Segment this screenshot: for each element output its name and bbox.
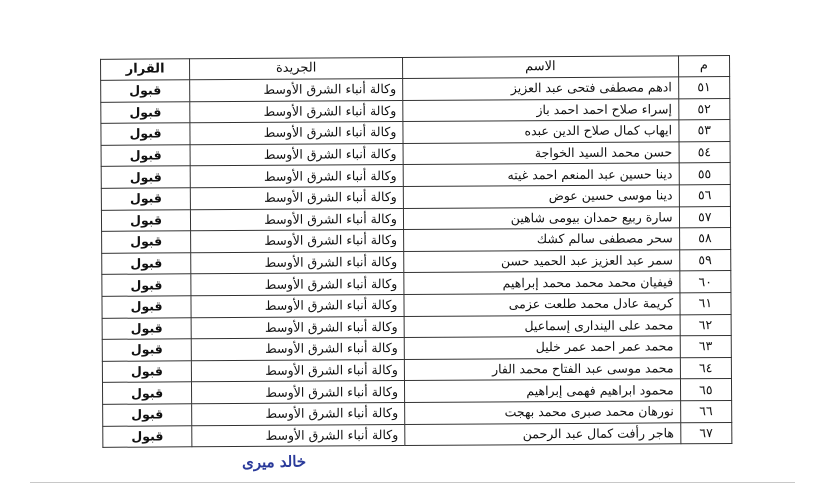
row-number: ٥٦ <box>679 184 730 206</box>
row-name: نورهان محمد صبرى محمد بهجت <box>405 401 681 424</box>
row-newspaper: وكالة أنباء الشرق الأوسط <box>191 338 404 361</box>
row-name: محمود ابراهيم فهمى إبراهيم <box>404 379 680 402</box>
row-name: هاجر رأفت كمال عبد الرحمن <box>405 422 681 445</box>
row-number: ٦٧ <box>680 422 731 444</box>
row-decision: قبول <box>101 80 190 102</box>
row-name: دينا حسين عبد المنعم احمد غيته <box>403 163 679 186</box>
row-newspaper: وكالة أنباء الشرق الأوسط <box>191 208 404 231</box>
membership-table <box>100 55 732 448</box>
row-number: ٦٤ <box>680 357 731 379</box>
row-number: ٦٦ <box>680 400 731 422</box>
row-decision: قبول <box>101 188 190 210</box>
row-decision: قبول <box>102 317 191 339</box>
row-decision: قبول <box>102 296 191 318</box>
row-number: ٥٣ <box>679 120 730 142</box>
row-newspaper: وكالة أنباء الشرق الأوسط <box>190 186 403 209</box>
row-number: ٦٠ <box>679 271 730 293</box>
row-number: ٥٢ <box>678 98 729 120</box>
row-number: ٥٧ <box>679 206 730 228</box>
signature: خالد ميرى <box>241 452 307 472</box>
row-decision: قبول <box>101 101 190 123</box>
row-decision: قبول <box>101 166 190 188</box>
row-decision: قبول <box>102 339 191 361</box>
row-newspaper: وكالة أنباء الشرق الأوسط <box>190 122 403 145</box>
row-newspaper: وكالة أنباء الشرق الأوسط <box>191 230 404 253</box>
row-decision: قبول <box>103 425 192 447</box>
row-name: محمد موسى عبد الفتاح محمد الفار <box>404 358 680 381</box>
row-name: محمد على اليندارى إسماعيل <box>404 314 680 337</box>
row-newspaper: وكالة أنباء الشرق الأوسط <box>192 424 405 447</box>
row-number: ٥٩ <box>679 249 730 271</box>
row-newspaper: وكالة أنباء الشرق الأوسط <box>190 165 403 188</box>
row-newspaper: وكالة أنباء الشرق الأوسط <box>190 143 403 166</box>
row-name: سارة ربيع حمدان بيومى شاهين <box>403 206 679 229</box>
row-decision: قبول <box>101 145 190 167</box>
row-decision: قبول <box>102 382 191 404</box>
row-number: ٦١ <box>680 292 731 314</box>
row-name: ايهاب كمال صلاح الدين عبده <box>403 120 679 143</box>
table-body <box>101 77 732 448</box>
header-newspaper: الجريدة <box>190 58 403 80</box>
row-decision: قبول <box>102 361 191 383</box>
row-number: ٦٥ <box>680 379 731 401</box>
row-newspaper: وكالة أنباء الشرق الأوسط <box>192 381 405 404</box>
header-name: الاسم <box>402 56 678 79</box>
row-decision: قبول <box>102 253 191 275</box>
row-number: ٥٨ <box>679 228 730 250</box>
header-decision: القرار <box>101 59 190 81</box>
row-name: إسراء صلاح احمد احمد باز <box>403 98 679 121</box>
row-newspaper: وكالة أنباء الشرق الأوسط <box>191 316 404 339</box>
row-decision: قبول <box>102 231 191 253</box>
row-name: حسن محمد السيد الخواجة <box>403 142 679 165</box>
row-newspaper: وكالة أنباء الشرق الأوسط <box>191 273 404 296</box>
membership-table-container <box>100 55 730 444</box>
row-name: كريمة عادل محمد طلعت عزمى <box>404 293 680 316</box>
row-name: فيفيان محمد محمد محمد إبراهيم <box>404 271 680 294</box>
row-number: ٥١ <box>678 77 729 99</box>
row-newspaper: وكالة أنباء الشرق الأوسط <box>190 79 403 102</box>
row-newspaper: وكالة أنباء الشرق الأوسط <box>192 402 405 425</box>
row-number: ٥٥ <box>679 163 730 185</box>
row-newspaper: وكالة أنباء الشرق الأوسط <box>191 294 404 317</box>
row-decision: قبول <box>102 274 191 296</box>
row-name: ادهم مصطفى فتحى عبد العزيز <box>403 77 679 100</box>
row-decision: قبول <box>103 404 192 426</box>
row-name: دينا موسى حسين عوض <box>403 185 679 208</box>
row-number: ٦٣ <box>680 336 731 358</box>
bottom-divider <box>30 482 795 483</box>
row-newspaper: وكالة أنباء الشرق الأوسط <box>191 359 404 382</box>
row-number: ٦٢ <box>680 314 731 336</box>
row-name: سمر عبد العزيز عبد الحميد حسن <box>404 250 680 273</box>
table-row <box>103 422 732 447</box>
row-name: محمد عمر احمد عمر خليل <box>404 336 680 359</box>
row-newspaper: وكالة أنباء الشرق الأوسط <box>191 251 404 274</box>
row-decision: قبول <box>101 209 190 231</box>
row-newspaper: وكالة أنباء الشرق الأوسط <box>190 100 403 123</box>
header-number: م <box>678 56 729 77</box>
row-name: سحر مصطفى سالم كشك <box>403 228 679 251</box>
row-number: ٥٤ <box>679 141 730 163</box>
row-decision: قبول <box>101 123 190 145</box>
